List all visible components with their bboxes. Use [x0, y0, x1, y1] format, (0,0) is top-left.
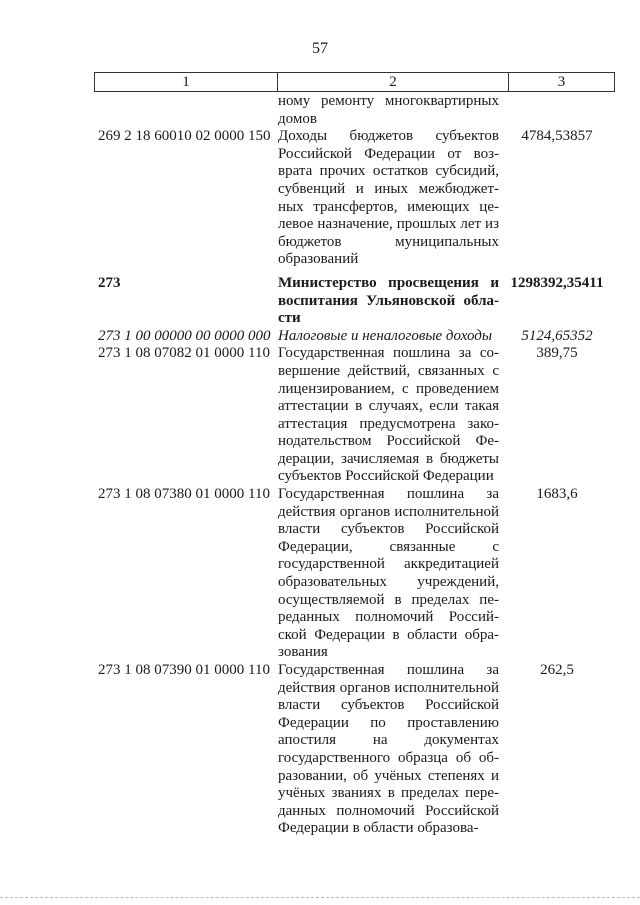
column-header-1: 1 — [95, 73, 278, 91]
table-row — [94, 328, 615, 346]
table-body — [94, 93, 615, 838]
row-value: 1298392,35411 — [510, 274, 604, 291]
table-row — [94, 662, 615, 838]
row-value: 4784,53857 — [521, 128, 593, 145]
row-value: 389,75 — [536, 345, 578, 362]
row-name: Доходы бюджетов субъектов Российской Федерации от возврата прочих остатков субсидий, субвенций и иных межбюджетных трансфертов, имеющих целевое назначение, прошлых лет из бюджетов муниципальных образований — [278, 128, 499, 268]
table-header — [94, 72, 615, 92]
row-value: 262,5 — [540, 662, 574, 678]
row-name: Государственная пошлина за действия органов исполнительной власти субъектов Российской Федерации, связанные с государственной аккредитацией образовательных учреждений, осуществляемой в пределах переданных полномочий Российской Федерации в области образования — [278, 486, 499, 661]
row-value: 5124,65352 — [521, 327, 593, 344]
row-name: Налоговые и неналоговые доходы — [278, 327, 493, 344]
row-code: 269 2 18 60010 02 0000 150 — [98, 128, 271, 145]
table-row — [94, 486, 615, 662]
row-code: 273 1 00 00000 00 0000 000 — [98, 327, 271, 344]
row-name: Государственная пошлина за совершение действий, связанных с лицензированием, с проведением аттестации в случаях, если такая аттестация предусмотрена законодательством Российской Федерации, зачисляемая в бюджеты субъектов Российской Федерации — [278, 345, 499, 485]
row-name: Министерство просвещения и воспитания Ульяновской области — [278, 274, 499, 327]
table-row — [94, 275, 615, 328]
table-row — [94, 345, 615, 486]
row-code: 273 — [98, 274, 121, 291]
row-name: Государственная пошлина за действия органов исполнительной власти субъектов Российской Федерации по проставлению апостиля на документах государственного образца об образовании, об учёных степенях и учёных званиях в пределах переданных полномочий Российской Федерации в области образова- — [278, 662, 499, 837]
page-number: 57 — [312, 40, 328, 57]
column-header-2: 2 — [278, 73, 509, 91]
table-row — [94, 128, 615, 269]
scan-artifact-line — [0, 897, 640, 898]
table-row — [94, 93, 615, 128]
row-code: 273 1 08 07390 01 0000 110 — [98, 662, 270, 678]
row-name: ному ремонту многоквартирных домов — [278, 93, 499, 127]
row-value: 1683,6 — [536, 486, 578, 503]
row-code: 273 1 08 07380 01 0000 110 — [98, 486, 270, 503]
column-header-3: 3 — [557, 73, 566, 90]
row-code: 273 1 08 07082 01 0000 110 — [98, 345, 270, 362]
